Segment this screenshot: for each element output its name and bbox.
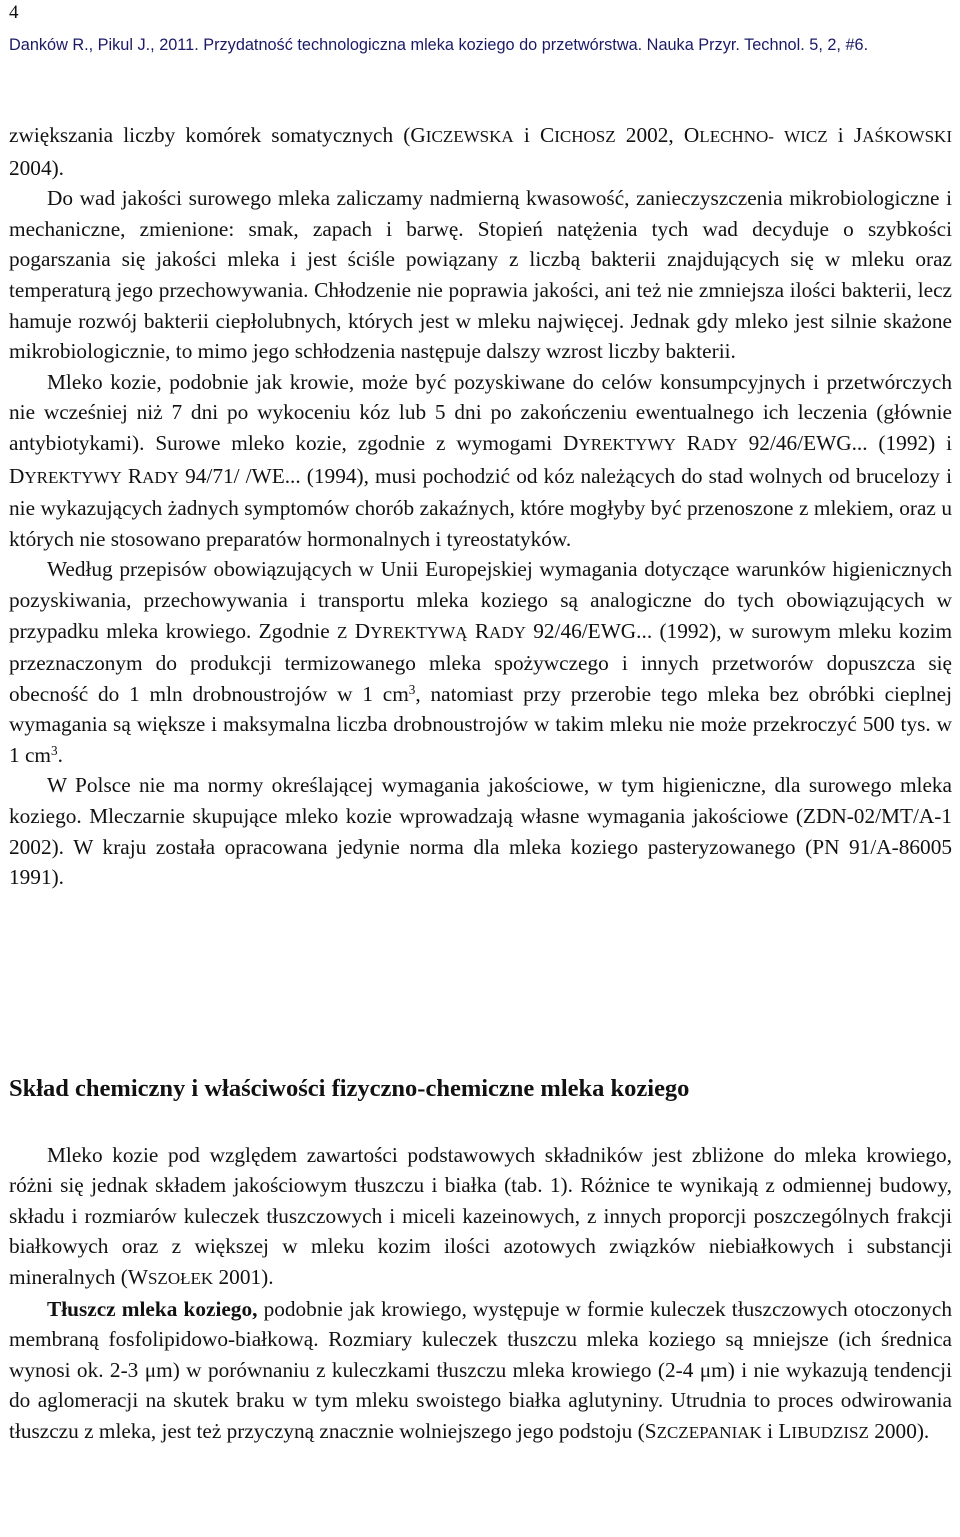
author-name: SZCZEPANIAK — [644, 1418, 762, 1443]
legal-reference: DYREKTYWY RADY — [9, 463, 179, 488]
citation-header: Danków R., Pikul J., 2011. Przydatność technologiczna mleka koziego do przetwórstwa. Nauka Przyr. Technol. 5, 2, #6. — [9, 36, 869, 54]
paragraph-eu-regulations: Według przepisów obowiązujących w Unii Europejskiej wymagania dotyczące warunków higienicznych pozyskiwania, przechowywania i transportu mleka koziego są analogiczne do tych obowiązujących w przypadku mleka krowiego. Zgodnie Z DYREKTYWĄ RADY 92/46/EWG... (1992), w surowym mleku kozim przeznaczonym do produkcji termizowanego mleka spożywczego i innych przetworów dopuszcza się obecność do 1 mln drobnoustrojów w 1 $cm^3$, natomiast przy przerobie tego mleka bez obróbki cieplnej wymagania są większe i maksymalna liczba drobnoustrojów w takim mleku nie może przekroczyć 500 tys. w 1 $cm^3$. — [9, 557, 953, 767]
author-name: JAŚKOWSKI — [853, 123, 952, 147]
legal-reference: Z DYREKTYWĄ RADY — [336, 618, 526, 643]
paragraph-composition: Mleko kozie pod względem zawartości podstawowych składników jest zbliżone do mleka krowiego, różni się jednak składem jakościowym tłuszczu i białka (tab. 1). Różnice te wynikają z odmiennej budowy, składu i rozmiarów kuleczek tłuszczowych i miceli kazeinowych, z innych proporcji poszczególnych frakcji białkowych oraz z większej w mleku kozim ilości azotowych związków niebiałkowych i substancji mineralnych (WSZOŁEK 2001). — [9, 1143, 952, 1289]
superscript: 3 — [51, 742, 58, 758]
paragraph-poland-norms: W Polsce nie ma normy określającej wymagania jakościowe, w tym higieniczne, dla surowego mleka koziego. Mleczarnie skupujące mleko kozie wprowadzają własne wymagania jakościowe (ZDN-02/MT/A-1 2002). W kraju została opracowana jedynie norma dla mleka koziego pasteryzowanego (PN 91/A-86005 1991). — [9, 773, 952, 890]
author-name: LIBUDZISZ — [778, 1418, 869, 1443]
bold-term: Tłuszcz mleka koziego, — [47, 1297, 258, 1322]
author-name: GICZEWSKA — [410, 123, 514, 147]
author-name: CICHOSZ — [539, 123, 616, 147]
page-number: 4 — [9, 2, 19, 23]
paragraph-fat: Tłuszcz mleka koziego, podobnie jak krowiego, występuje w formie kuleczek tłuszczowych otoczonych membraną fosfolipidowo-białkową. Rozmiary kuleczek tłuszczu mleka koziego są mniejsze (ich średnica wynosi ok. 2-3 μm) w porównaniu z kuleczkami tłuszczu mleka krowiego (2-4 μm) i nie wykazują tendencji do aglomeracji na skutek braku w tym mleku swoistego białka aglutyniny. Utrudnia to proces odwirowania tłuszczu z mleka, jest też przyczyną znacznie wolniejszego jego podstoju (SZCZEPANIAK i LIBUDZISZ 2000). — [9, 1297, 952, 1443]
paragraph-continuation: zwiększania liczby komórek somatycznych (GICZEWSKA i CICHOSZ 2002, OLECHNO- WICZ i JAŚKOWSKI 2004). — [9, 123, 952, 180]
section-heading: Skład chemiczny i właściwości fizyczno-chemiczne mleka koziego — [9, 1075, 690, 1102]
paragraph-quality-defects: Do wad jakości surowego mleka zaliczamy nadmierną kwasowość, zanieczyszczenia mikrobiologiczne i mechaniczne, zmienione: smak, zapach i barwę. Stopień natężenia tych wad decyduje o szybkości pogarszania się jakości mleka i jest ściśle powiązany z liczbą bakterii znajdujących się w mleku oraz temperaturą jego przechowywania. Chłodzenie nie poprawia jakości, ani też nie zmniejsza ilości bakterii, lecz hamuje rozwój bakterii ciepłolubnych, których jest w mleku najwięcej. Jednak gdy mleko jest silnie skażone mikrobiologicznie, to mimo jego schłodzenia następuje dalszy wzrost liczby bakterii. — [9, 186, 952, 364]
superscript: 3 — [408, 681, 416, 697]
legal-reference: DYREKTYWY RADY — [563, 430, 738, 455]
author-name: OLECHNO- WICZ — [683, 123, 828, 147]
body-text-section-2 — [9, 1140, 952, 1448]
author-name: WSZOŁEK — [127, 1264, 214, 1289]
paragraph-goat-milk-requirements: Mleko kozie, podobnie jak krowie, może być pozyskiwane do celów konsumpcyjnych i przetwórczych nie wcześniej niż 7 dni po wykoceniu kóz lub 5 dni po zakończeniu ewentualnego ich leczenia (głównie antybiotykami). Surowe mleko kozie, zgodnie z wymogami DYREKTYWY RADY 92/46/EWG... (1992) i DYREKTYWY RADY 94/71/ /WE... (1994), musi pochodzić od kóz należących do stad wolnych od brucelozy i nie wykazujących żadnych symptomów chorób zakaźnych, które mogłyby być przenoszone z mlekiem, oraz u których nie stosowano preparatów hormonalnych i tyreostatyków. — [9, 369, 953, 551]
body-text-section-1 — [9, 120, 952, 893]
